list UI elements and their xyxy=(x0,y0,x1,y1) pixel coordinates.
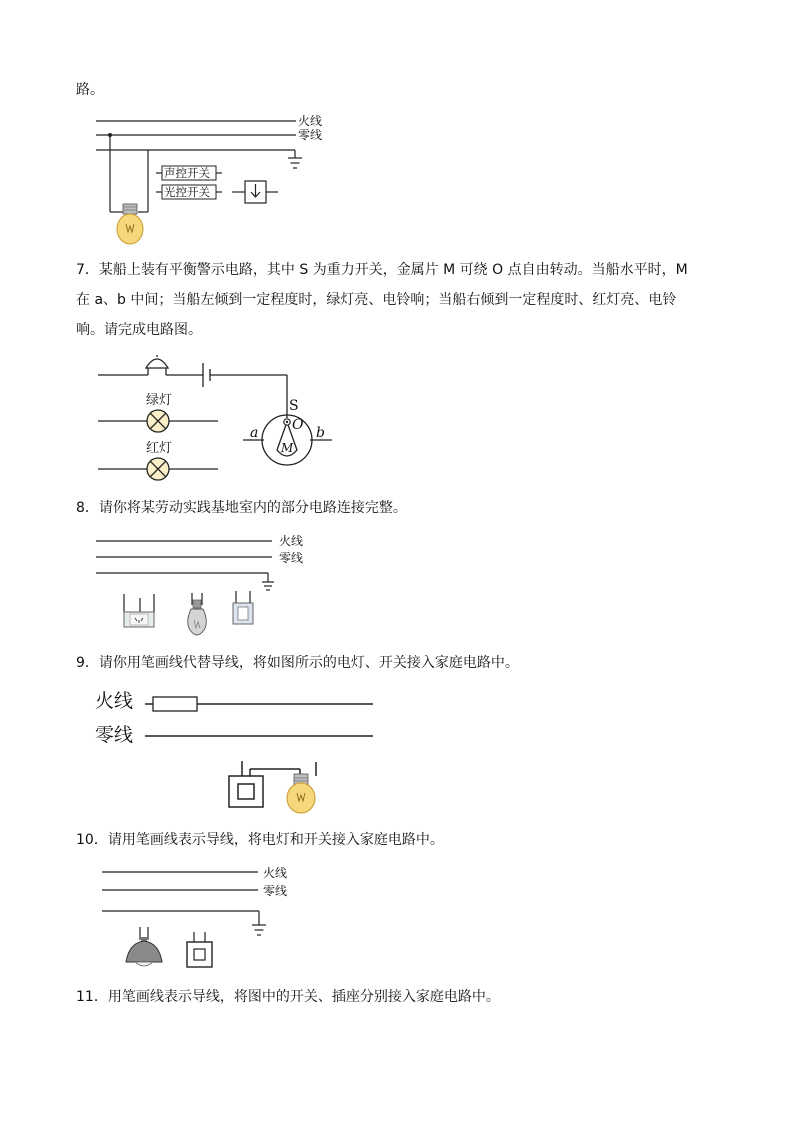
q8-text: 8．请你将某劳动实践基地室内的部分电路连接完整。 xyxy=(76,500,407,516)
q8-live-label: 火线 xyxy=(279,534,304,548)
green-lamp-label: 绿灯 xyxy=(146,393,173,408)
ceiling-lamp-icon xyxy=(126,937,162,966)
sound-switch-label: 声控开关 xyxy=(164,166,210,180)
contact-label-b: b xyxy=(316,425,325,441)
q10-live-label: 火线 xyxy=(263,866,288,880)
q7-line-1: 7．某船上装有平衡警示电路，其中 S 为重力开关，金属片 M 可绕 O 点自由转动。当船水平时，M xyxy=(76,262,688,278)
pivot-label-o: O xyxy=(292,417,304,433)
neutral-wire-label: 零线 xyxy=(298,128,323,142)
q9-text: 9．请你用笔画线代替导线，将如图所示的电灯、开关接入家庭电路中。 xyxy=(76,655,519,671)
q7-line-3: 响。请完成电路图。 xyxy=(76,322,202,338)
prev-question-tail: 路。 xyxy=(76,82,104,98)
red-lamp-label: 红灯 xyxy=(146,441,173,456)
q10-text: 10．请用笔画线表示导线，将电灯和开关接入家庭电路中。 xyxy=(76,832,444,848)
live-wire-label: 火线 xyxy=(298,114,323,128)
q8-neutral-label: 零线 xyxy=(279,551,304,565)
q9-live-label: 火线 xyxy=(95,690,134,712)
gravity-switch-label-s: S xyxy=(289,398,299,414)
q9-neutral-label: 零线 xyxy=(95,724,134,746)
metal-sheet-label-m: M xyxy=(281,441,294,455)
q11-text: 11．用笔画线表示导线，将图中的开关、插座分别接入家庭电路中。 xyxy=(76,989,500,1005)
contact-label-a: a xyxy=(250,425,259,441)
q7-line-2: 在 a、b 中间；当船左倾到一定程度时，绿灯亮、电铃响；当船右倾到一定程度时、红灯亮、电铃 xyxy=(76,292,677,308)
q10-neutral-label: 零线 xyxy=(263,884,288,898)
light-switch-label: 光控开关 xyxy=(164,185,210,199)
